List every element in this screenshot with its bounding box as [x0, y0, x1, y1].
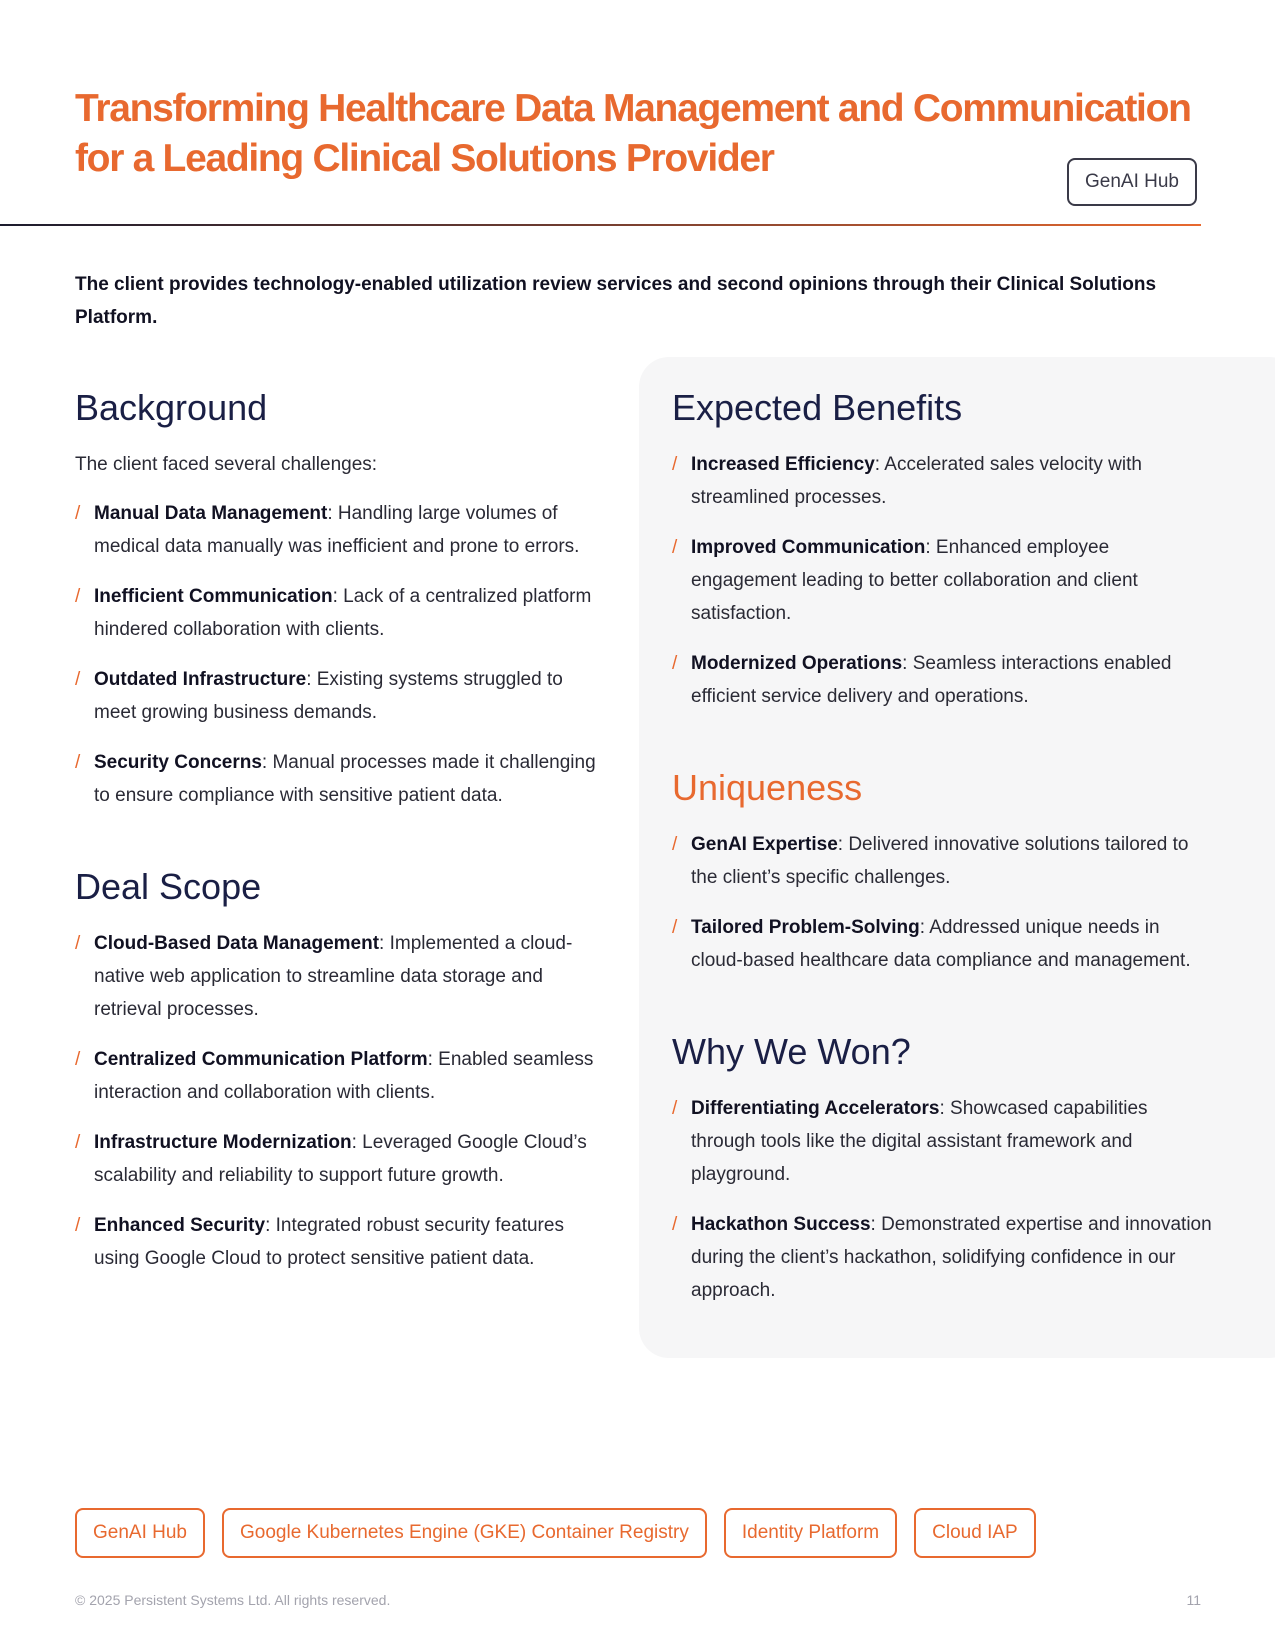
item-text: : Enhanced employee engagement leading to better collaboration and client satisfaction. [691, 537, 1138, 624]
slash-bullet-icon: / [672, 1098, 678, 1119]
item-title: Inefficient Communication [94, 586, 333, 607]
expected-benefits-section [672, 386, 1212, 713]
item-text: : Lack of a centralized platform hindered collaboration with clients. [94, 586, 592, 640]
item-title: Improved Communication [691, 537, 926, 558]
slash-bullet-icon: / [75, 669, 81, 690]
item-title: Differentiating Accelerators [691, 1098, 940, 1119]
slash-bullet-icon: / [672, 1214, 678, 1235]
slash-bullet-icon: / [75, 1049, 81, 1070]
deal-scope-heading: Deal Scope [75, 866, 262, 907]
title-line-2: for a Leading Clinical Solutions Provider [75, 137, 774, 180]
page-title [75, 84, 1205, 184]
list-item [75, 1043, 605, 1109]
item-text: : Implemented a cloud-native web application to streamline data storage and retrieval processes. [94, 933, 573, 1020]
item-text: : Delivered innovative solutions tailored to the client’s specific challenges. [691, 834, 1189, 888]
slash-bullet-icon: / [75, 752, 81, 773]
item-text: : Accelerated sales velocity with streamlined processes. [691, 454, 1142, 508]
genai-hub-badge: GenAI Hub [1067, 158, 1197, 206]
tag-identity-platform[interactable]: Identity Platform [724, 1508, 897, 1558]
left-column [75, 386, 605, 1292]
list-item [672, 1092, 1212, 1191]
slash-bullet-icon: / [672, 537, 678, 558]
expected-benefits-list [672, 448, 1212, 713]
background-section [75, 386, 605, 812]
tag-cloud-iap[interactable]: Cloud IAP [914, 1508, 1036, 1558]
slash-bullet-icon: / [672, 653, 678, 674]
slash-bullet-icon: / [75, 1215, 81, 1236]
item-title: Modernized Operations [691, 653, 903, 674]
item-text: : Integrated robust security features using Google Cloud to protect sensitive patient data. [94, 1215, 564, 1269]
item-text: : Demonstrated expertise and innovation during the client’s hackathon, solidifying confidence in our approach. [691, 1214, 1212, 1301]
deal-scope-list [75, 927, 605, 1275]
slash-bullet-icon: / [672, 454, 678, 475]
slash-bullet-icon: / [75, 503, 81, 524]
item-text: : Addressed unique needs in cloud-based healthcare data compliance and management. [691, 917, 1191, 971]
item-title: Infrastructure Modernization [94, 1132, 352, 1153]
item-text: : Seamless interactions enabled efficient service delivery and operations. [691, 653, 1172, 707]
item-text: : Existing systems struggled to meet growing business demands. [94, 669, 563, 723]
list-item [75, 497, 605, 563]
page-number: 11 [1186, 1592, 1201, 1608]
tag-gke-container-registry[interactable]: Google Kubernetes Engine (GKE) Container Registry [222, 1508, 707, 1558]
footer-copyright: © 2025 Persistent Systems Ltd. All rights reserved. [75, 1592, 391, 1608]
background-list [75, 497, 605, 812]
list-item [672, 448, 1212, 514]
item-title: Enhanced Security [94, 1215, 266, 1236]
deal-scope-section [75, 865, 605, 1275]
tag-genai-hub[interactable]: GenAI Hub [75, 1508, 205, 1558]
uniqueness-list [672, 828, 1212, 977]
item-title: GenAI Expertise [691, 834, 838, 855]
background-lead: The client faced several challenges: [75, 454, 378, 475]
header-divider [0, 224, 1201, 226]
background-heading: Background [75, 387, 268, 428]
list-item [75, 746, 605, 812]
slash-bullet-icon: / [75, 1132, 81, 1153]
list-item [672, 828, 1212, 894]
item-title: Centralized Communication Platform [94, 1049, 428, 1070]
list-item [672, 531, 1212, 630]
item-text: : Leveraged Google Cloud’s scalability and reliability to support future growth. [94, 1132, 587, 1186]
list-item [672, 647, 1212, 713]
list-item [672, 1208, 1212, 1307]
item-text: : Showcased capabilities through tools like the digital assistant framework and playground. [691, 1098, 1148, 1185]
expected-benefits-heading: Expected Benefits [672, 387, 963, 428]
slash-bullet-icon: / [672, 917, 678, 938]
item-title: Increased Efficiency [691, 454, 875, 475]
item-title: Security Concerns [94, 752, 262, 773]
list-item [75, 663, 605, 729]
list-item [672, 911, 1212, 977]
right-column [672, 386, 1212, 1324]
uniqueness-section [672, 766, 1212, 977]
slash-bullet-icon: / [75, 586, 81, 607]
why-we-won-section [672, 1030, 1212, 1307]
why-we-won-list [672, 1092, 1212, 1307]
item-title: Outdated Infrastructure [94, 669, 307, 690]
list-item [75, 1126, 605, 1192]
item-title: Hackathon Success [691, 1214, 871, 1235]
uniqueness-heading: Uniqueness [672, 767, 863, 808]
item-text: : Enabled seamless interaction and collaboration with clients. [94, 1049, 594, 1103]
intro-summary: The client provides technology-enabled utilization review services and second opinions through their Clinical Solutions Platform. [75, 274, 1157, 328]
slash-bullet-icon: / [672, 834, 678, 855]
item-title: Manual Data Management [94, 503, 328, 524]
technology-tags [75, 1508, 1036, 1558]
list-item [75, 927, 605, 1026]
item-title: Tailored Problem-Solving [691, 917, 920, 938]
item-text: : Manual processes made it challenging to ensure compliance with sensitive patient data. [94, 752, 596, 806]
list-item [75, 1209, 605, 1275]
list-item [75, 580, 605, 646]
item-title: Cloud-Based Data Management [94, 933, 380, 954]
title-line-1: Transforming Healthcare Data Management and Communication [75, 87, 1191, 130]
slash-bullet-icon: / [75, 933, 81, 954]
item-text: : Handling large volumes of medical data manually was inefficient and prone to errors. [94, 503, 580, 557]
why-we-won-heading: Why We Won? [672, 1031, 911, 1072]
